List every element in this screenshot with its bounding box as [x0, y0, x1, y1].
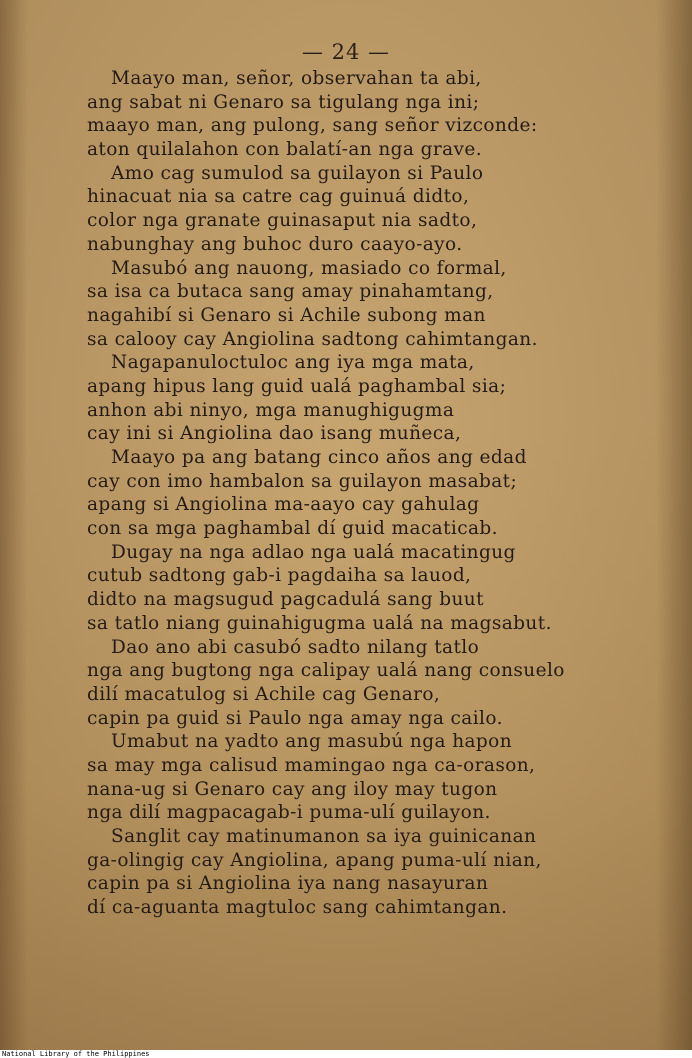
- text-line: capin pa guid si Paulo nga amay nga cailo.: [87, 707, 503, 729]
- text-line: ang sabat ni Genaro sa tigulang nga ini;: [87, 91, 480, 113]
- text-line: sa may mga calisud mamingao nga ca-orason,: [87, 754, 536, 776]
- text-line: maayo man, ang pulong, sang señor vizconde:: [87, 115, 538, 137]
- text-line: cay con imo hambalon sa guilayon masabat;: [87, 470, 518, 492]
- text-line: ga-olingig cay Angiolina, apang puma-ulí nian,: [87, 849, 542, 871]
- text-line: dí ca-aguanta magtuloc sang cahimtangan.: [87, 897, 508, 919]
- text-line: apang hipus lang guid ualá paghambal sia;: [87, 375, 507, 397]
- text-line: color nga granate guinasaput nia sadto,: [87, 210, 478, 232]
- text-line: nga ang bugtong nga calipay ualá nang consuelo: [87, 660, 565, 682]
- text-line: didto na magsugud pagcadulá sang buut: [87, 589, 484, 611]
- page-number: — 24 —: [301, 40, 391, 64]
- text-line: Dugay na nga adlao nga ualá macatingug: [111, 541, 516, 563]
- text-line: sa calooy cay Angiolina sadtong cahimtangan.: [87, 328, 538, 350]
- text-line: Maayo pa ang batang cinco años ang edad: [111, 447, 527, 468]
- text-line: apang si Angiolina ma-aayo cay gahulag: [87, 494, 480, 516]
- text-line: cay ini si Angiolina dao isang muñeca,: [87, 423, 462, 445]
- text-line: cutub sadtong gab-i pagdaiha sa lauod,: [87, 565, 472, 587]
- text-line: aton quilalahon con balatí-an nga grave.: [87, 139, 483, 161]
- text-line: nabunghay ang buhoc duro caayo-ayo.: [87, 233, 463, 255]
- text-line: con sa mga paghambal dí guid macaticab.: [87, 518, 498, 540]
- text-line: Masubó ang nauong, masiado co formal,: [111, 257, 507, 279]
- text-line: Sanglit cay matinumanon sa iya guinicanan: [111, 826, 537, 847]
- text-line: capin pa si Angiolina iya nang nasayuran: [87, 873, 489, 895]
- text-line: Maayo man, señor, observahan ta abi,: [111, 68, 482, 89]
- text-line: Umabut na yadto ang masubú nga hapon: [111, 731, 513, 753]
- text-line: Dao ano abi casubó sadto nilang tatlo: [111, 636, 480, 658]
- text-line: nana-ug si Genaro cay ang iloy may tugon: [87, 778, 498, 800]
- text-line: Nagapanuloctuloc ang iya mga mata,: [111, 352, 475, 374]
- text-line: nagahibí si Genaro si Achile subong man: [87, 304, 486, 326]
- text-line: sa tatlo niang guinahigugma ualá na magsabut.: [87, 612, 552, 634]
- library-credit: National Library of the Philippines: [0, 1050, 692, 1058]
- text-line: hinacuat nia sa catre cag guinuá didto,: [87, 186, 470, 208]
- text-line: dilí macatulog si Achile cag Genaro,: [87, 683, 441, 705]
- poem-text-block: [87, 67, 647, 920]
- text-line: sa isa ca butaca sang amay pinahamtang,: [87, 281, 494, 303]
- text-line: nga dilí magpacagab-i puma-ulí guilayon.: [87, 802, 491, 824]
- text-line: anhon abi ninyo, mga manughigugma: [87, 399, 455, 421]
- text-line: Amo cag sumulod sa guilayon si Paulo: [111, 162, 484, 184]
